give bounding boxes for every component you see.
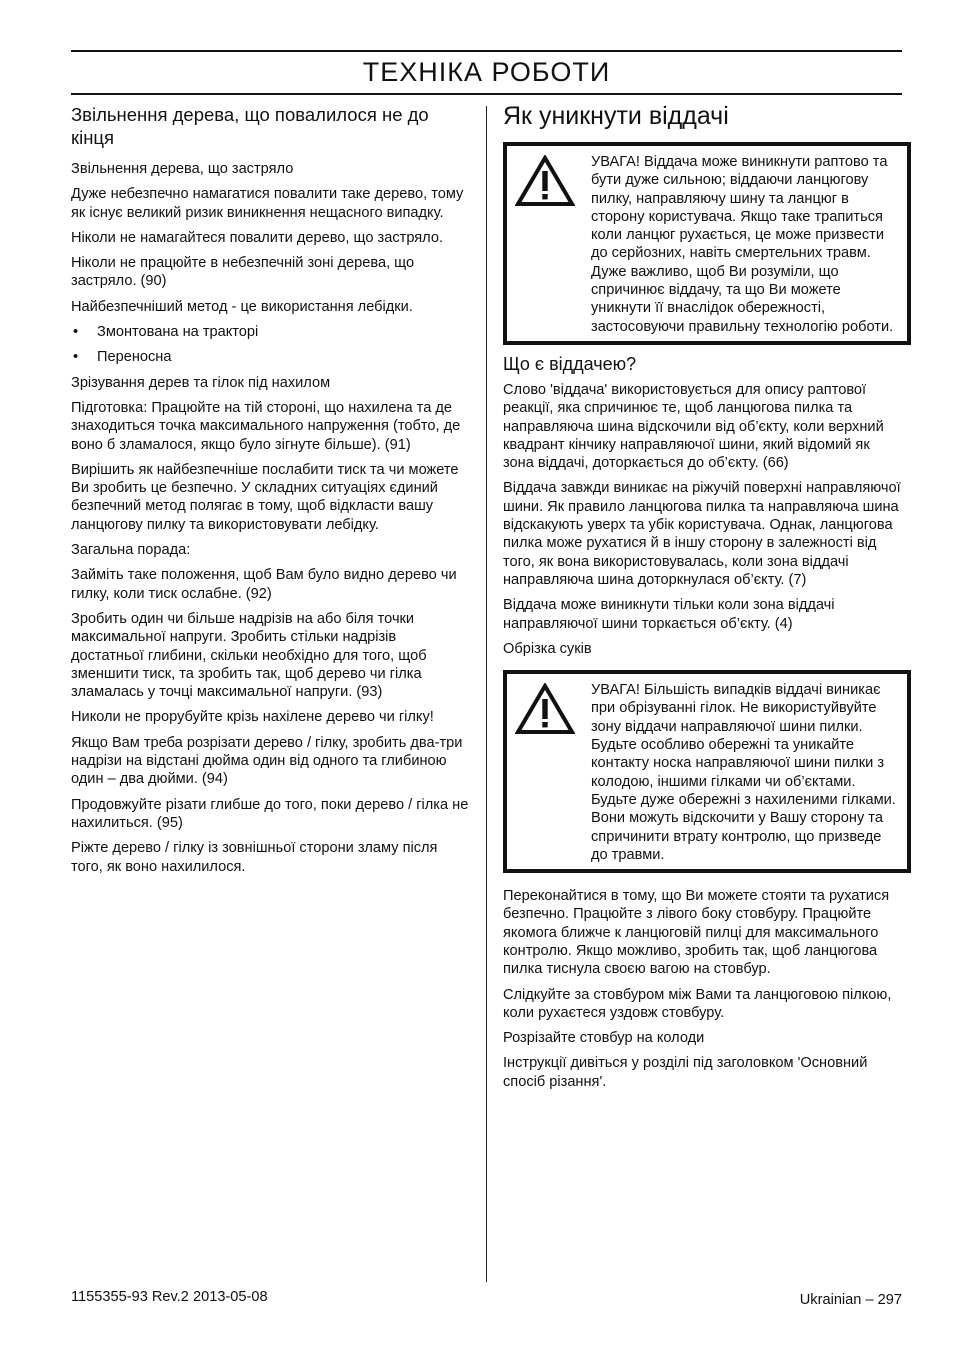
warning-text: УВАГА! Більшість випадків віддачі виникає при обрізуванні гілок. Не використуйвуйте зону віддачи направляючої шини пилки. Будьте особливо обережні та уникайте контакту носка направляючої шини пилки з колодою, іншими гілками чи об’єктами. Будьте дуже обережні з нахиленими гілками. Вони можуть відскочити у Вашу сторону та спричинити втрату контролю, що призведе до травми. [591, 682, 896, 863]
warning-box [503, 142, 911, 345]
warning-box [503, 670, 911, 873]
bullet-list [71, 323, 471, 367]
paragraph: Якщо Вам треба розрізати дерево / гілку, зробить два-три надрізи на відстані дюйма один від одного та глибиною один – два дюйми. (94) [71, 734, 463, 788]
header-rule-top [71, 50, 902, 52]
left-column [71, 103, 471, 883]
paragraph: Загальна порада: [71, 542, 191, 559]
right-heading: Як уникнути віддачі [503, 102, 729, 130]
paragraph: Підготовка: Працюйте на тій стороні, що нахилена та де знаходиться точка максимального напруження (тобто, де воно б зламалося, якщо було зігнуте більше). (91) [71, 399, 461, 453]
paragraph: Віддача може виникнути тільки коли зона віддачі направляючої шини торкається об’єкту. (4) [503, 597, 835, 632]
paragraph: Николи не прорубуйте крізь нахілене дерево чи гілку! [71, 709, 434, 726]
paragraph: Віддача завжди виникає на ріжучій поверхні направляючої шини. Як правило ланцюгова пилка та направляюча шина відскакують уверх та убік користувача. Однак, ланцюгова пилка може рухатися й в іншу сторону в залежності від того, як вона використовувалась, коли зона віддачі направляюча шина доторкнулася об’єкту. (7) [503, 480, 901, 588]
paragraph: Найбезпечніший метод - це використання лебідки. [71, 298, 413, 315]
paragraph: Слово 'віддача' використовується для опису раптової реакції, яка спричинює те, щоб ланцюгова пилка та направляюча шина відскочили від об’єкту, коли верхний квадрант кінчику направляючої шини, який відомий як зона віддачі, доторкається до об’єкту. (66) [503, 381, 884, 472]
paragraph: Ніколи не намагайтеся повалити дерево, що застряло. [71, 229, 444, 246]
paragraph: Ріжте дерево / гілку із зовнішньої сторони зламу після того, як воно нахилилося. [71, 840, 438, 875]
footer-page-number: Ukrainian – 297 [799, 1292, 902, 1308]
warning-triangle-icon [515, 681, 583, 864]
warning-text: УВАГА! Віддача може виникнути раптово та бути дуже сильною; віддаючи ланцюгову пилку, направляючу шину та ланцюг в сторону користувача. Якщо таке трапиться коли ланцюг рухається, це може призвести до серйозних, навіть смертельних травм. Дуже важливо, щоб Ви розуміли, що спричинює віддачу, та що Ви можете уникнути її внаслідок обережності, застосовуючи правильну технологію роботи. [591, 154, 894, 335]
left-heading: Звільнення дерева, що повалилося не до кінця [71, 104, 429, 148]
column-divider [486, 106, 487, 1282]
footer-doc-id: 1155355-93 Rev.2 2013-05-08 [71, 1289, 268, 1305]
paragraph: Дуже небезпечно намагатися повалити таке дерево, тому як існує великий ризик виникнення нещасного випадку. [71, 186, 464, 221]
paragraph: Зрізування дерев та гілок під нахилом [71, 374, 331, 391]
paragraph: Ніколи не працюйте в небезпечній зоні дерева, що застряло. (90) [71, 255, 415, 290]
list-item: • Переносна [71, 348, 471, 366]
page-title: ТЕХНІКА РОБОТИ [362, 57, 611, 87]
paragraph: Зробить один чи більше надрізів на або біля точки максимальної напруги. Зробить стільки надрізів достатньої глибини, скільки необхідно для того, щоб зменшити тиск, та зробить так, щоб дерево чи гілка зламалась у точці максимальної напруги. (93) [71, 610, 427, 701]
paragraph: Продовжуйте різати глибше до того, поки дерево / гілка не нахилиться. (95) [71, 796, 469, 831]
warning-triangle-icon [515, 153, 583, 336]
paragraph: Вирішить як найбезпечніше послабити тиск та чи можете Ви зробить це безпечно. У складних ситуаціях єдиний безпечний метод полягає в тому, щоб відкласти вашу ланцюгову пилку та використовувати лебідку. [71, 461, 459, 533]
list-item: • Змонтована на тракторі [71, 323, 471, 341]
paragraph: Обрізка суків [503, 640, 592, 657]
right-column [503, 100, 903, 1098]
paragraph: Переконайтися в тому, що Ви можете стояти та рухатися безпечно. Працюйте з лівого боку стовбуру. Працюйте якомога ближче к ланцюговій пилці для максимального контролю. Якщо можливо, зробить так, щоб ланцюгова пилка тиснула своєю вагою на стовбур. [503, 888, 890, 978]
paragraph: Розрізайте стовбур на колоди [503, 1030, 705, 1047]
paragraph: Займіть таке положення, щоб Вам було видно дерево чи гилку, коли тиск ослабне. (92) [71, 567, 457, 602]
paragraph: Слідкуйте за стовбуром між Вами та ланцюговою пілкою, коли рухаєтеся уздовж стовбуру. [503, 986, 892, 1021]
subheading: Що є віддачею? [503, 353, 637, 374]
paragraph: Звільнення дерева, що застряло [71, 161, 294, 177]
header-rule-bottom [71, 93, 902, 95]
paragraph: Інструкції дивіться у розділі під заголовком 'Основний спосіб різання'. [503, 1055, 868, 1090]
